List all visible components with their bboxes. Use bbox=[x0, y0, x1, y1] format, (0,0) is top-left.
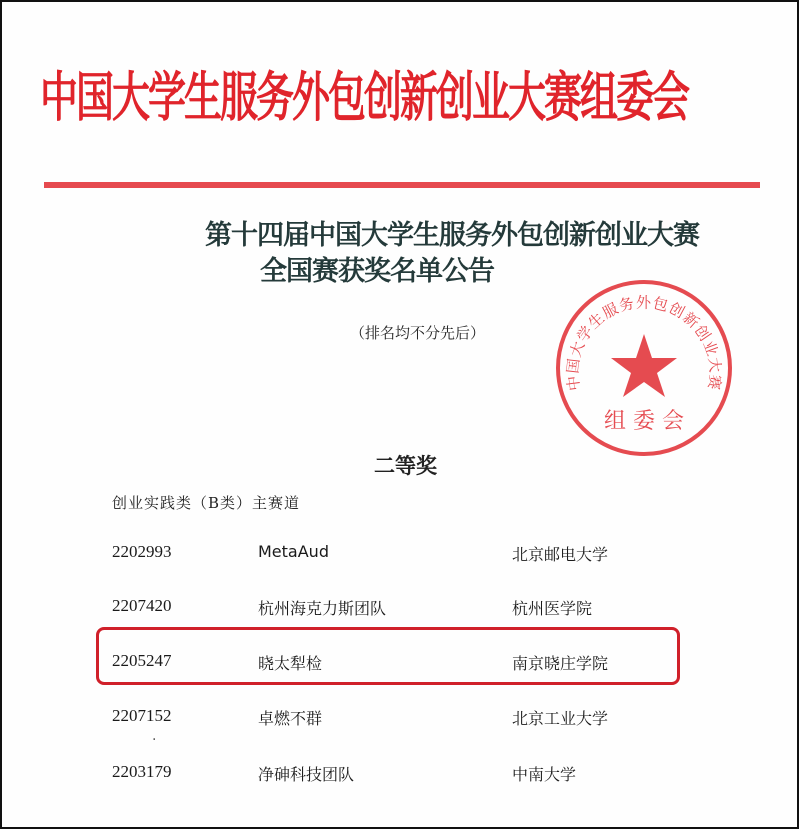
team-name: MetaAud bbox=[258, 542, 329, 561]
school-name: 北京邮电大学 bbox=[512, 545, 609, 564]
seal-star-icon bbox=[611, 334, 677, 397]
team-name: 晓太犁检 bbox=[258, 654, 323, 673]
ranking-note: （排名均不分先后） bbox=[350, 324, 486, 342]
seal-arc-text: 中国大学生服务外包创新创业大赛 bbox=[563, 293, 725, 392]
highlight-box bbox=[96, 627, 680, 685]
official-seal-icon bbox=[554, 278, 734, 458]
school-name: 中南大学 bbox=[512, 765, 577, 784]
school-name: 北京工业大学 bbox=[512, 709, 609, 728]
team-id: 2205247 bbox=[112, 651, 172, 670]
team-name: 杭州海克力斯团队 bbox=[258, 599, 387, 618]
team-id: 2207420 bbox=[112, 596, 172, 615]
scan-speck: · bbox=[152, 732, 157, 748]
table-row bbox=[2, 592, 797, 622]
table-row bbox=[2, 758, 797, 788]
letterhead-divider bbox=[44, 182, 760, 188]
track-label: 创业实践类（B类）主赛道 bbox=[112, 494, 301, 512]
team-name: 净砷科技团队 bbox=[258, 765, 355, 784]
team-id: 2202993 bbox=[112, 542, 172, 561]
team-name: 卓燃不群 bbox=[258, 709, 323, 728]
table-row bbox=[2, 702, 797, 732]
prize-heading: 二等奖 bbox=[374, 453, 437, 478]
school-name: 杭州医学院 bbox=[512, 599, 593, 618]
table-row bbox=[2, 538, 797, 568]
school-name: 南京晓庄学院 bbox=[512, 654, 609, 673]
team-id: 2207152 bbox=[112, 706, 172, 725]
organization-letterhead: 中国大学生服务外包创新创业大赛组委会 bbox=[40, 65, 689, 129]
title-line-1: 第十四届中国大学生服务外包创新创业大赛 bbox=[205, 220, 699, 251]
title-line-2: 全国赛获奖名单公告 bbox=[260, 256, 494, 287]
seal-bottom-text: 组 委 会 bbox=[604, 409, 684, 434]
team-id: 2203179 bbox=[112, 762, 172, 781]
